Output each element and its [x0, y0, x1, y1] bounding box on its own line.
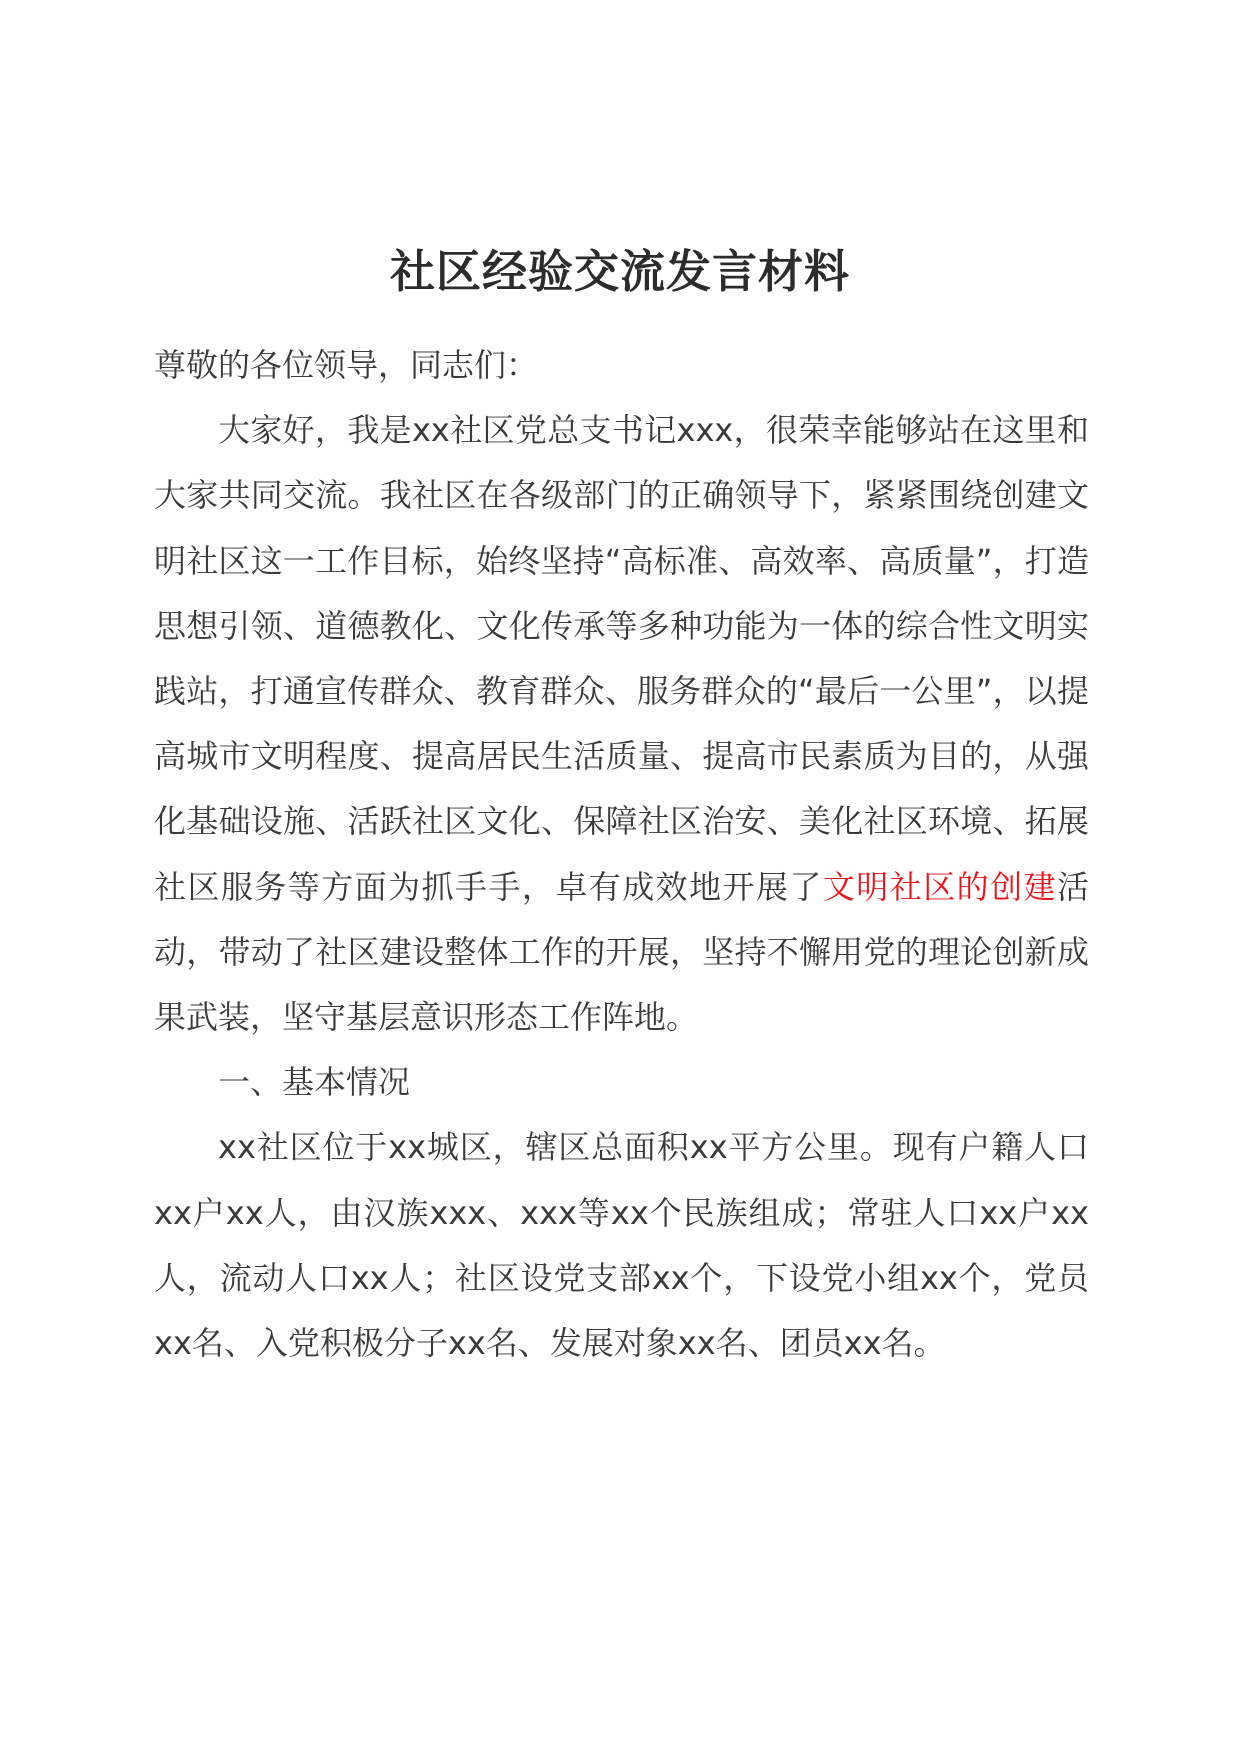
intro-paragraph — [154, 398, 1089, 1050]
intro-text-before-highlight: 大家好，我是xx社区党总支书记xxx，很荣幸能够站在这里和大家共同交流。我社区在各级部门的正确领导下，紧紧围绕创建文明社区这一工作目标，始终坚持“高标准、高效率、高质量”，打造思想引领、道德教化、文化传承等多种功能为一体的综合性文明实践站，打通宣传群众、教育群众、服务群众的“最后一公里”，以提高城市文明程度、提高居民生活质量、提高市民素质为目的，从强化基础设施、活跃社区文化、保障社区治安、美化社区环境、拓展社区服务等方面为抓手手，卓有成效地开展了 — [154, 411, 1089, 906]
intro-text-after-highlight: 活动，带动了社区建设整体工作的开展，坚持不懈用党的理论创新成果武装，坚守基层意识形态工作阵地。 — [154, 867, 1089, 1037]
salutation: 尊敬的各位领导，同志们： — [154, 346, 539, 384]
document-body — [154, 333, 1089, 1376]
intro-highlighted-phrase: 文明社区的创建 — [822, 867, 1057, 906]
section-paragraph-basic-situation: xx社区位于xx城区，辖区总面积xx平方公里。现有户籍人口xx户xx人，由汉族xxx、xxx等xx个民族组成；常驻人口xx户xx人，流动人口xx人；社区设党支部xx个，下设党小组xx个，党员xx名、入党积极分子xx名、发展对象xx名、团员xx名。 — [154, 1128, 1089, 1363]
document-title: 社区经验交流发言材料 — [389, 245, 850, 298]
section-heading-basic-situation: 一、基本情况 — [218, 1063, 411, 1102]
